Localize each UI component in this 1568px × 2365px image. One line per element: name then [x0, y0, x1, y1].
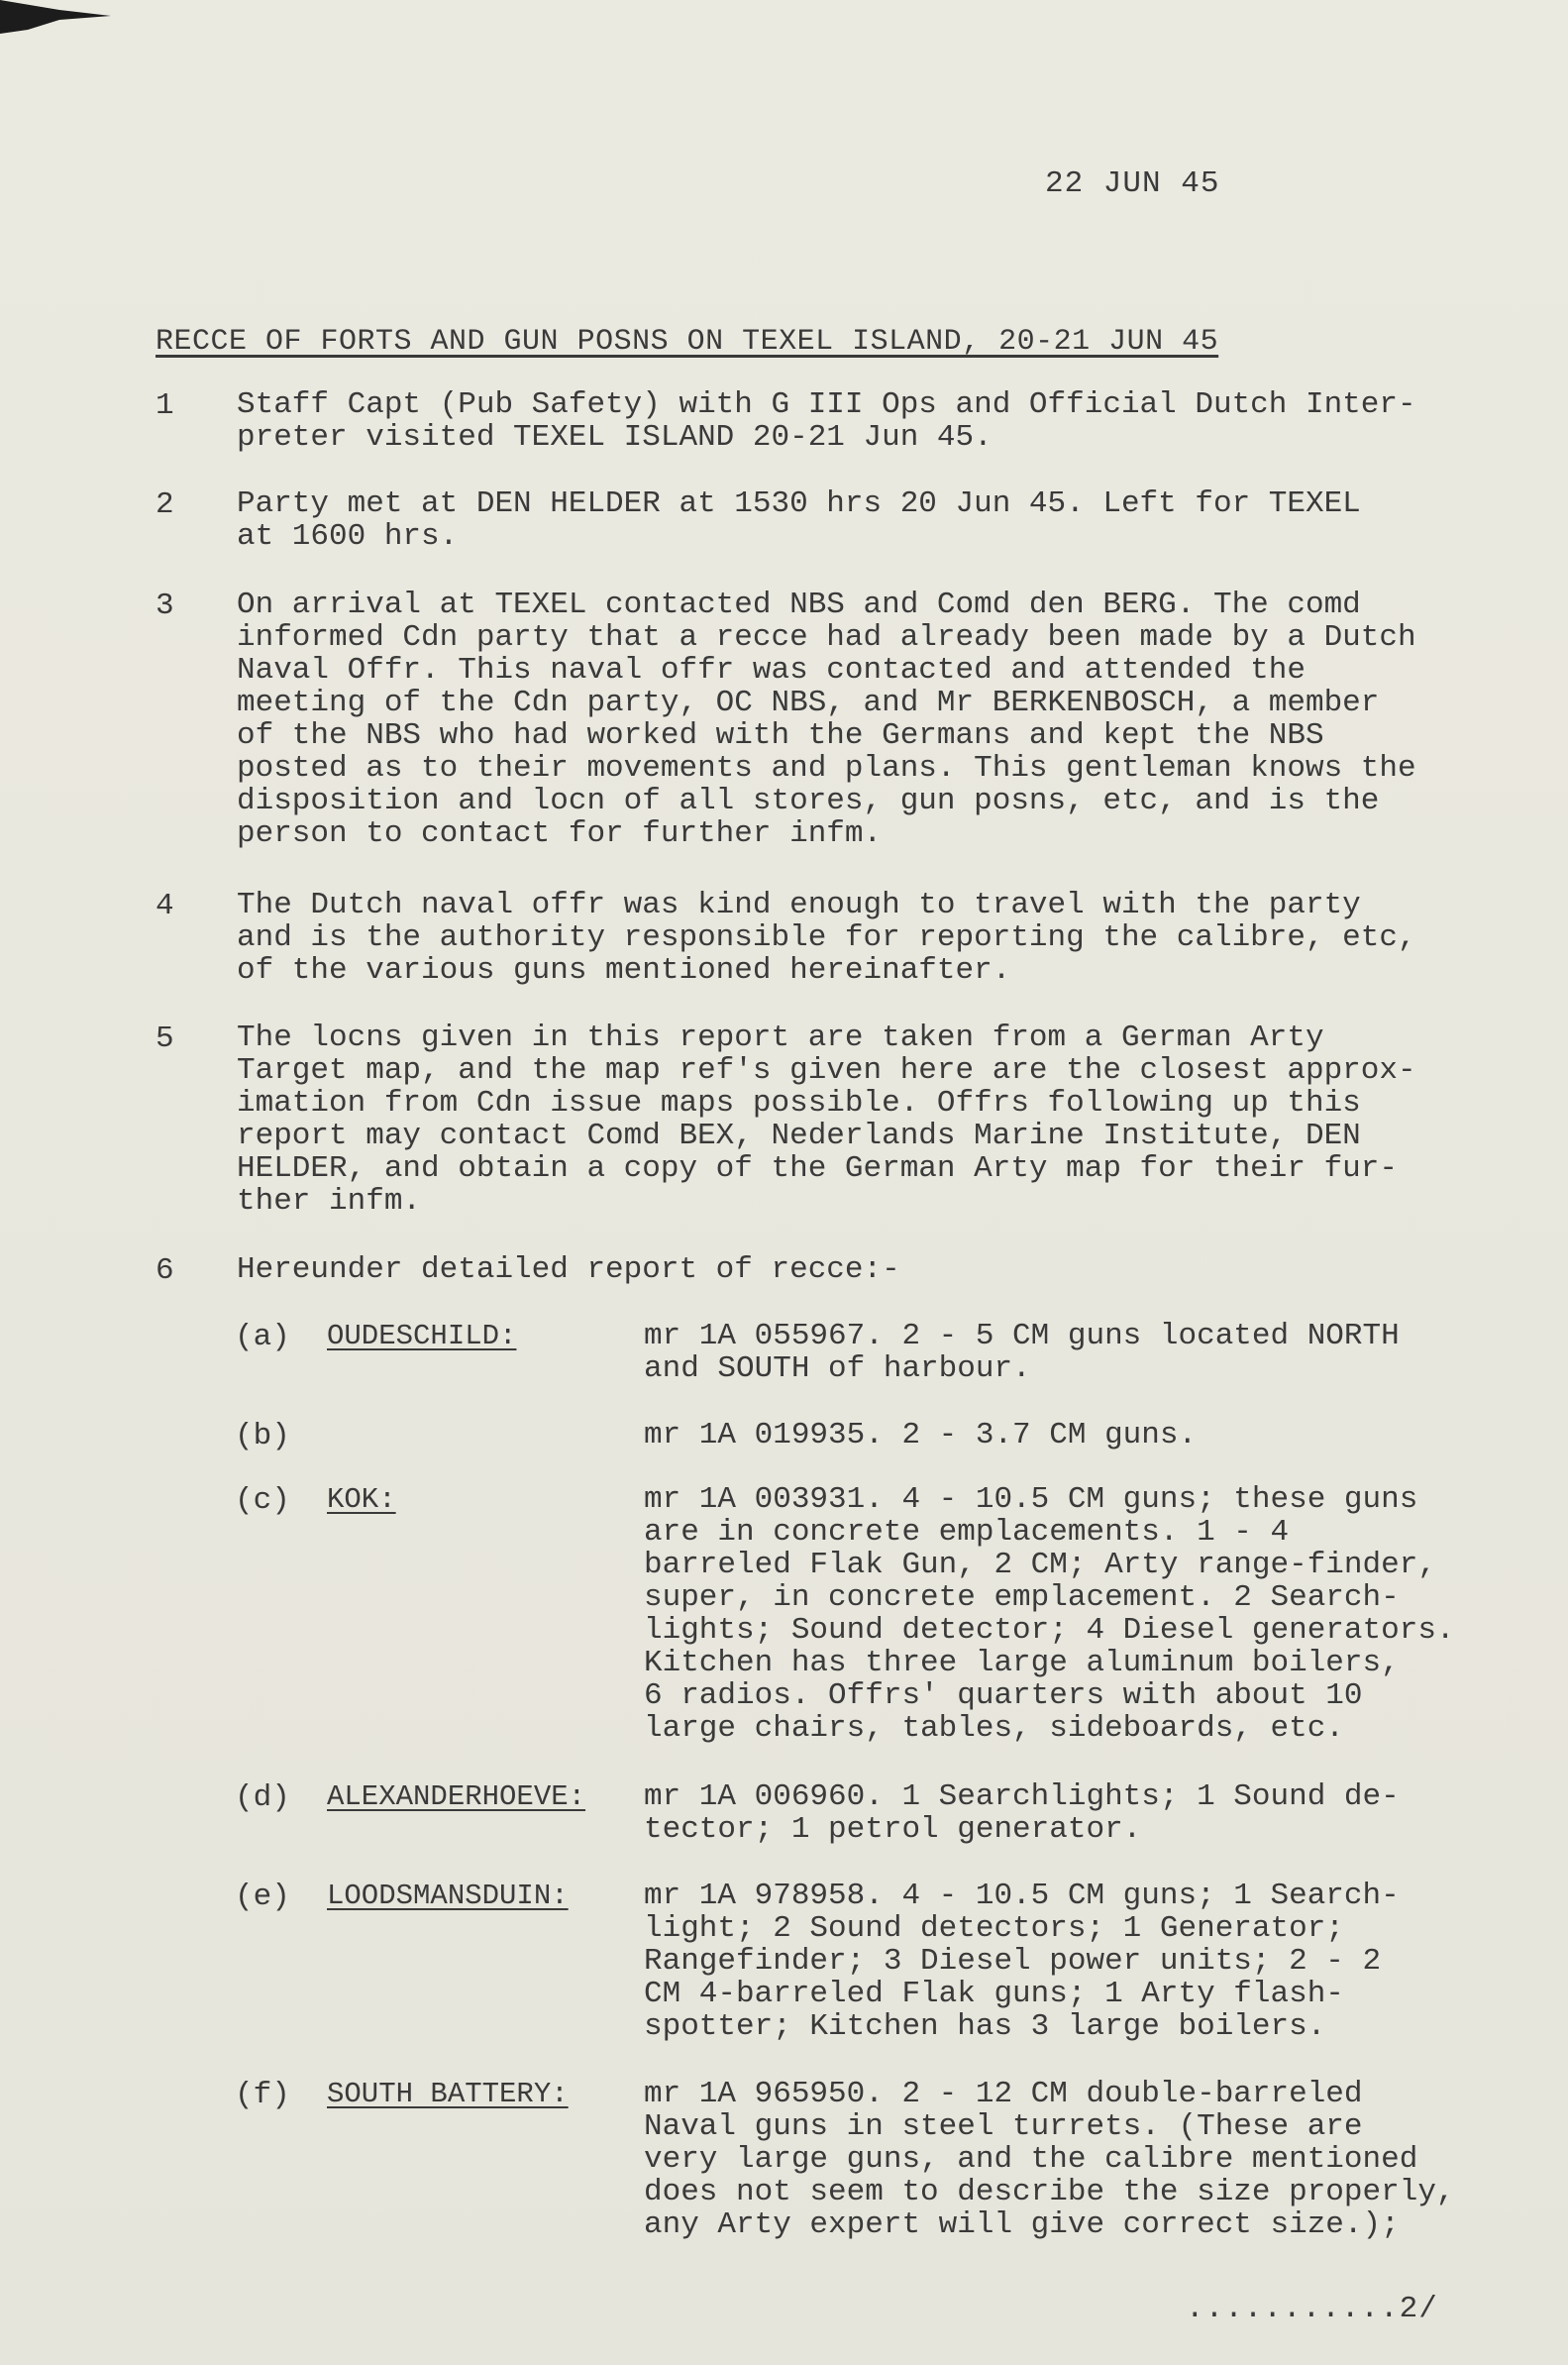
subitem-letter: (b) [235, 1419, 290, 1453]
subitem-place: KOK: [327, 1483, 396, 1516]
subitem-place: LOODSMANSDUIN: [327, 1880, 569, 1912]
subitem-letter: (e) [235, 1880, 290, 1914]
subitem-place: ALEXANDERHOEVE: [327, 1780, 586, 1813]
paragraph-text: Party met at DEN HELDER at 1530 hrs 20 Jun 45. Left for TEXEL at 1600 hrs. [237, 486, 1361, 554]
paragraph-text: Hereunder detailed report of recce:- [237, 1252, 900, 1287]
paragraph-2 [156, 487, 1522, 557]
paragraph-number: 1 [156, 388, 174, 423]
subitem-text: mr 1A 055967. 2 - 5 CM guns located NORTH and SOUTH of harbour. [644, 1319, 1400, 1386]
subitem-d [235, 1780, 1522, 1850]
subitem-text: mr 1A 978958. 4 - 10.5 CM guns; 1 Search- light; 2 Sound detectors; 1 Generator; Rangefinder; 3 Diesel power units; 2 - 2 CM 4-barreled Flak guns; 1 Arty flash- spotter; Kitchen has 3 large boilers. [644, 1879, 1400, 2044]
subitem-text: mr 1A 965950. 2 - 12 CM double-barreled Naval guns in steel turrets. (These are very large guns, and the calibre mentioned does not seem to describe the size properly, any Arty expert will give correct size.); [644, 2077, 1455, 2242]
subitem-letter: (f) [235, 2078, 290, 2112]
subitem-text: mr 1A 003931. 4 - 10.5 CM guns; these guns are in concrete emplacements. 1 - 4 barreled Flak Gun, 2 CM; Arty range-finder, super, in concrete emplacement. 2 Search- lights; Sound detector; 4 Diesel generators. Kitchen has three large aluminum boilers, 6 radios. Offrs' quarters with about 10 large chairs, tables, sideboards, etc. [644, 1482, 1455, 1746]
paragraph-text: On arrival at TEXEL contacted NBS and Comd den BERG. The comd informed Cdn party that a recce had already been made by a Dutch Naval Offr. This naval offr was contacted and attended the meeting of the Cdn party, OC NBS, and Mr BERKENBOSCH, a member of the NBS who had worked with the Germans and kept the NBS posted as to their movements and plans. This gentleman knows the disposition and locn of all stores, gun posns, etc, and is the person to contact for further infm. [237, 588, 1416, 851]
subitem-letter: (d) [235, 1780, 290, 1815]
subitem-c [235, 1483, 1522, 1751]
subitem-letter: (c) [235, 1483, 290, 1518]
paragraph-4 [156, 889, 1522, 993]
paragraph-text: Staff Capt (Pub Safety) with G III Ops and Official Dutch Inter- preter visited TEXEL ISLAND 20-21 Jun 45. [237, 387, 1416, 455]
subitem-place: SOUTH BATTERY: [327, 2078, 569, 2110]
paragraph-number: 2 [156, 487, 174, 522]
subitem-a [235, 1320, 1522, 1389]
subitem-text: mr 1A 006960. 1 Searchlights; 1 Sound de- tector; 1 petrol generator. [644, 1779, 1400, 1847]
subitem-place: OUDESCHILD: [327, 1320, 517, 1352]
document-title: RECCE OF FORTS AND GUN POSNS ON TEXEL ISLAND, 20-21 JUN 45 [156, 325, 1219, 359]
document-date: 22 JUN 45 [1045, 166, 1220, 201]
paragraph-number: 3 [156, 589, 174, 623]
paragraph-number: 4 [156, 889, 174, 923]
paragraph-text: The Dutch naval offr was kind enough to travel with the party and is the authority responsible for reporting the calibre, etc, of the various guns mentioned hereinafter. [237, 888, 1416, 988]
paragraph-text: The locns given in this report are taken from a German Arty Target map, and the map ref's given here are the closest approx- imation from Cdn issue maps possible. Offrs following up this report may contact Comd BEX, Nederlands Marine Institute, DEN HELDER, and obtain a copy of the German Arty map for their fur- ther infm. [237, 1021, 1416, 1219]
corner-ink-mark [0, 0, 119, 40]
page-continuation: ...........2/ [1186, 2292, 1438, 2326]
paragraph-5 [156, 1021, 1522, 1225]
subitem-e [235, 1880, 1522, 2048]
paragraph-6 [156, 1253, 1522, 1293]
paragraph-number: 6 [156, 1253, 174, 1288]
subitem-letter: (a) [235, 1320, 290, 1354]
subitem-f [235, 2078, 1522, 2246]
paragraph-number: 5 [156, 1021, 174, 1056]
paragraph-1 [156, 388, 1522, 458]
subitem-text: mr 1A 019935. 2 - 3.7 CM guns. [644, 1418, 1198, 1452]
paragraph-3 [156, 589, 1522, 856]
subitem-b [235, 1419, 1522, 1458]
